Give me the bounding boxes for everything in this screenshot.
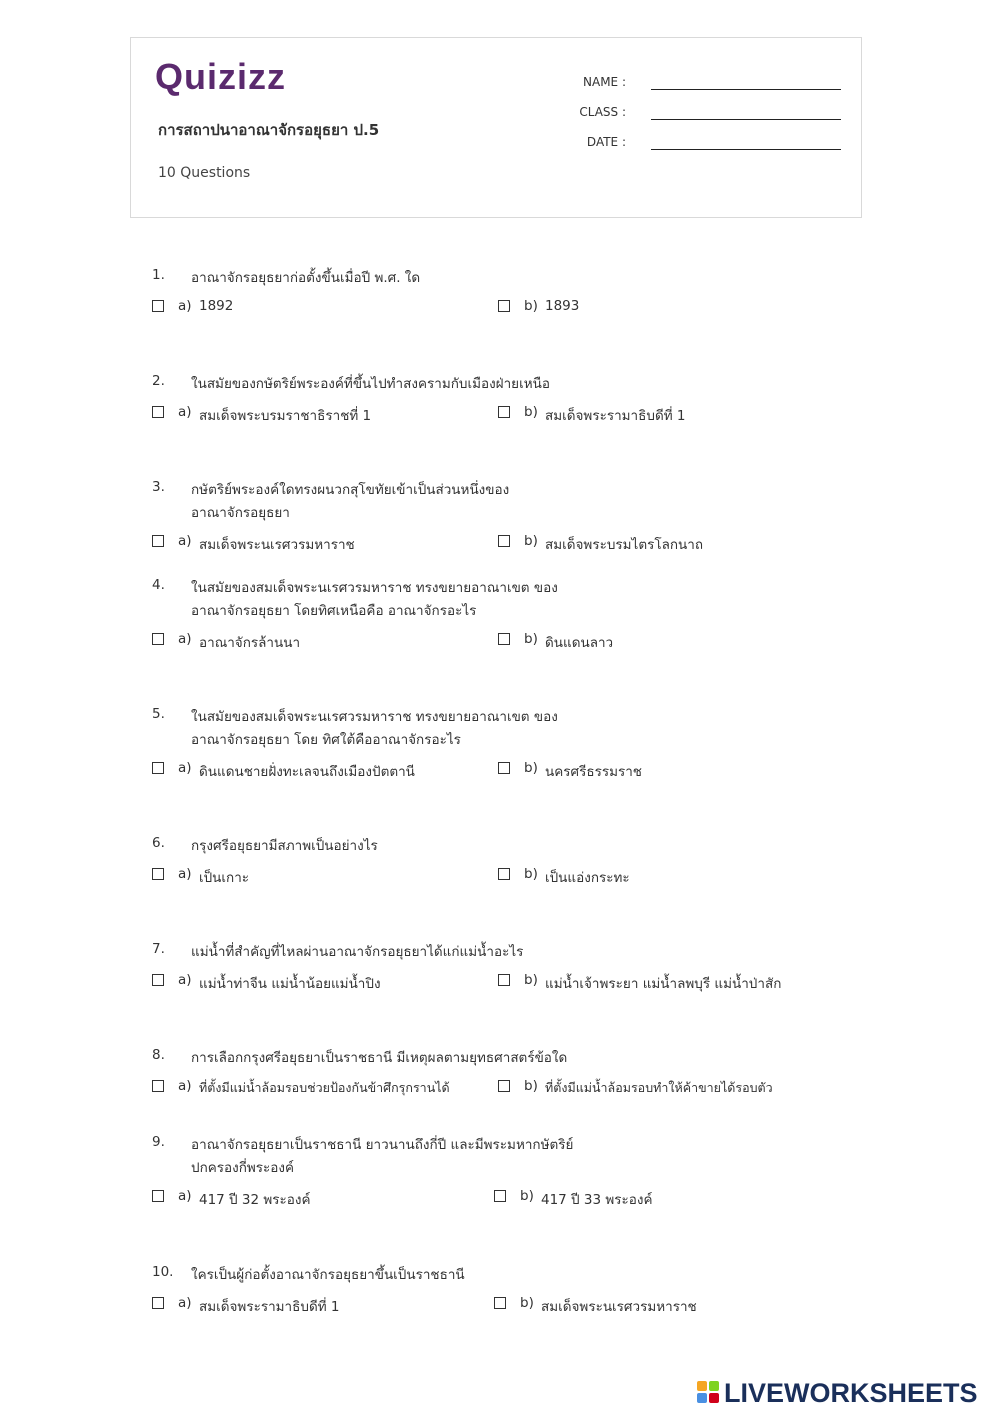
question-number: 6. [152, 835, 165, 851]
option-text: อาณาจักรล้านนา [199, 635, 301, 651]
option-text: เป็นแอ่งกระทะ [545, 870, 630, 886]
checkbox[interactable] [152, 762, 164, 774]
option-text: ที่ตั้งมีแม่น้ำล้อมรอบทำให้ค้าขายได้รอบตัว [545, 1080, 773, 1095]
question-number: 10. [152, 1264, 174, 1280]
option-text: สมเด็จพระบรมราชาธิราชที่ 1 [199, 408, 372, 424]
option-text: นครศรีธรรมราช [545, 764, 642, 780]
checkbox[interactable] [152, 633, 164, 645]
quizizz-logo: Quizizz [155, 56, 286, 97]
checkbox[interactable] [498, 633, 510, 645]
option-letter: b) [520, 1295, 534, 1311]
question-text: ในสมัยของสมเด็จพระนเรศวรมหาราช ทรงขยายอาณาเขต ของอาณาจักรอยุธยา โดยทิศเหนือคือ อาณาจักรอะไร [191, 580, 558, 619]
option-text: แม่น้ำเจ้าพระยา แม่น้ำลพบุรี แม่น้ำป่าสัก [545, 976, 782, 992]
question-text: ในสมัยของกษัตริย์พระองค์ที่ขึ้นไปทำสงครามกับเมืองฝ่ายเหนือ [191, 376, 550, 392]
question-number: 9. [152, 1134, 165, 1150]
question-text: การเลือกกรุงศรีอยุธยาเป็นราชธานี มีเหตุผลตามยุทธศาสตร์ข้อใด [191, 1050, 568, 1066]
option-text: สมเด็จพระบรมไตรโลกนาถ [545, 537, 704, 553]
option-letter: b) [524, 404, 538, 420]
question-text: อาณาจักรอยุธยาเป็นราชธานี ยาวนานถึงกี่ปี และมีพระมหากษัตริย์ปกครองกี่พระองค์ [191, 1137, 574, 1176]
date-line[interactable] [651, 149, 841, 150]
question-number: 1. [152, 267, 165, 283]
question-number: 8. [152, 1047, 165, 1063]
option-letter: b) [524, 866, 538, 882]
checkbox[interactable] [498, 535, 510, 547]
question-number: 3. [152, 479, 165, 495]
option-text: เป็นเกาะ [199, 870, 250, 886]
quiz-header-card [130, 37, 862, 218]
option-letter: a) [178, 866, 192, 882]
option-letter: a) [178, 631, 192, 647]
option-letter: b) [524, 631, 538, 647]
checkbox[interactable] [152, 868, 164, 880]
option-letter: a) [178, 1078, 192, 1094]
option-text: สมเด็จพระนเรศวรมหาราช [199, 537, 355, 553]
name-field[interactable] [576, 75, 846, 95]
question-number: 5. [152, 706, 165, 722]
question-number: 4. [152, 577, 165, 593]
question-text: ใครเป็นผู้ก่อตั้งอาณาจักรอยุธยาขึ้นเป็นราชธานี [191, 1267, 465, 1283]
question-text: แม่น้ำที่สำคัญที่ไหลผ่านอาณาจักรอยุธยาได้แก่แม่น้ำอะไร [191, 944, 524, 960]
option-letter: b) [524, 1078, 538, 1094]
question-text: ในสมัยของสมเด็จพระนเรศวรมหาราช ทรงขยายอาณาเขต ของอาณาจักรอยุธยา โดย ทิศใต้คืออาณาจักรอะไร [191, 709, 558, 748]
checkbox[interactable] [498, 974, 510, 986]
name-label: NAME : [583, 75, 626, 89]
checkbox[interactable] [498, 868, 510, 880]
option-letter: b) [524, 298, 538, 314]
option-letter: b) [520, 1188, 534, 1204]
checkbox[interactable] [152, 1190, 164, 1202]
question-count: 10 Questions [158, 165, 251, 181]
checkbox[interactable] [498, 406, 510, 418]
option-text: ดินแดนลาว [545, 635, 614, 651]
class-label: CLASS : [579, 105, 626, 119]
option-text: 1892 [199, 298, 234, 314]
checkbox[interactable] [498, 1080, 510, 1092]
checkbox[interactable] [152, 300, 164, 312]
option-text: ดินแดนชายฝั่งทะเลจนถึงเมืองปัตตานี [199, 764, 415, 780]
date-label: DATE : [586, 135, 626, 149]
option-text: 417 ปี 32 พระองค์ [199, 1192, 311, 1208]
name-line[interactable] [651, 89, 841, 90]
option-letter: a) [178, 1295, 192, 1311]
option-text: แม่น้ำท่าจีน แม่น้ำน้อยแม่น้ำปิง [199, 976, 381, 992]
option-letter: a) [178, 298, 192, 314]
question-number: 2. [152, 373, 165, 389]
question-text: กษัตริย์พระองค์ใดทรงผนวกสุโขทัยเข้าเป็นส่วนหนึ่งของอาณาจักรอยุธยา [191, 482, 510, 521]
checkbox[interactable] [152, 1297, 164, 1309]
date-field[interactable] [576, 135, 846, 155]
option-text: 1893 [545, 298, 580, 314]
checkbox[interactable] [494, 1297, 506, 1309]
question-number: 7. [152, 941, 165, 957]
quiz-title: การสถาปนาอาณาจักรอยุธยา ป.5 [158, 121, 380, 139]
option-letter: a) [178, 760, 192, 776]
option-text: สมเด็จพระนเรศวรมหาราช [541, 1299, 697, 1315]
option-text: สมเด็จพระรามาธิบดีที่ 1 [199, 1299, 340, 1315]
liveworksheets-icon [697, 1381, 721, 1405]
question-text: กรุงศรีอยุธยามีสภาพเป็นอย่างไร [191, 838, 378, 854]
option-letter: a) [178, 1188, 192, 1204]
option-letter: a) [178, 404, 192, 420]
option-letter: b) [524, 533, 538, 549]
checkbox[interactable] [494, 1190, 506, 1202]
checkbox[interactable] [152, 406, 164, 418]
question-text: อาณาจักรอยุธยาก่อตั้งขึ้นเมื่อปี พ.ศ. ใด [191, 270, 421, 286]
class-line[interactable] [651, 119, 841, 120]
option-text: สมเด็จพระรามาธิบดีที่ 1 [545, 408, 686, 424]
checkbox[interactable] [152, 1080, 164, 1092]
option-letter: a) [178, 533, 192, 549]
option-text: ที่ตั้งมีแม่น้ำล้อมรอบช่วยป้องกันข้าศึกรุกรานได้ [199, 1080, 450, 1095]
checkbox[interactable] [498, 762, 510, 774]
option-letter: b) [524, 972, 538, 988]
liveworksheets-text: LIVEWORKSHEETS [724, 1378, 978, 1408]
checkbox[interactable] [152, 535, 164, 547]
option-letter: b) [524, 760, 538, 776]
option-text: 417 ปี 33 พระองค์ [541, 1192, 653, 1208]
checkbox[interactable] [498, 300, 510, 312]
option-letter: a) [178, 972, 192, 988]
class-field[interactable] [576, 105, 846, 125]
checkbox[interactable] [152, 974, 164, 986]
